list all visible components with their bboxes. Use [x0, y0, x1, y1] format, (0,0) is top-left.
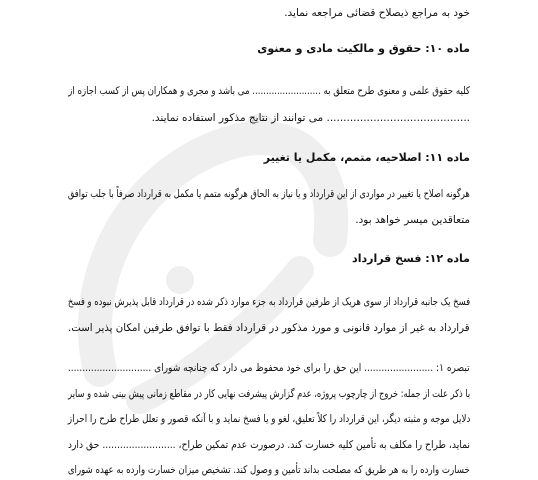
text-line: خسارت وارده را به هر طریق که مصلحت بداند تأمین و وصول کند. تشخیص میزان خسارت وارده به عهده شورای — [68, 464, 470, 476]
text-line: کلیه حقوق علمی و معنوی طرح متعلق به ......................... می باشد و مجری و همکاران پس از کسب اجازه از — [68, 85, 470, 97]
text-line: فسخ یک جانبه قرارداد از سوی هریک از طرفین قرارداد به جزء موارد ذکر شده در قرارداد قابل پذیرش نبوده و فسخ — [67, 296, 470, 308]
text-line: ........................................... می توانند از نتایج مذکور استفاده نمایند. — [151, 112, 470, 124]
article-10-heading: ماده ۱۰: حقوق و مالکیت مادی و معنوی — [257, 42, 470, 55]
text-line: دلایل موجه و مثبته دیگر، این قرارداد را کلاً تعلیق، لغو و یا فسخ نماید و با آنکه قصور و تعلل طراح طرح را احراز — [67, 413, 470, 425]
text-line: با ذکر علت از جمله: خروج از چارچوب پروژه، عدم گزارش پیشرفت نهایی کار در مقاطع زمانی پیش بینی شده و سایر — [67, 388, 470, 400]
text-line: خود به مراجع ذیصلاح قضائی مراجعه نماید. — [284, 7, 470, 19]
text-line: قرارداد به غیر از موارد قانونی و مورد مذکور در قرارداد فقط با توافق طرفین امکان پذیر است. — [68, 322, 470, 334]
text-line: متعاقدین میسر خواهد بود. — [355, 214, 470, 226]
note-1-line: تبصره ۱: ........................ این حق را برای خود محفوظ می دارد که چنانچه شورای ............................. — [68, 362, 470, 374]
article-11-heading: ماده ۱۱: اصلاحیه، متمم، مکمل یا تغییر — [263, 151, 470, 164]
article-12-heading: ماده ۱۲: فسخ قرارداد — [352, 252, 470, 265]
text-line: نماید، طراح را مکلف به تأمین کلیه خسارت کند. درصورت عدم تمکین طراح، ......................... حق دارد — [67, 439, 470, 451]
text-line: هرگونه اصلاح یا تغییر در مواردی از این قرارداد و یا نیاز به الحاق هرگونه متمم یا مکمل به قرارداد صرفاً با جلب توافق — [68, 188, 470, 200]
